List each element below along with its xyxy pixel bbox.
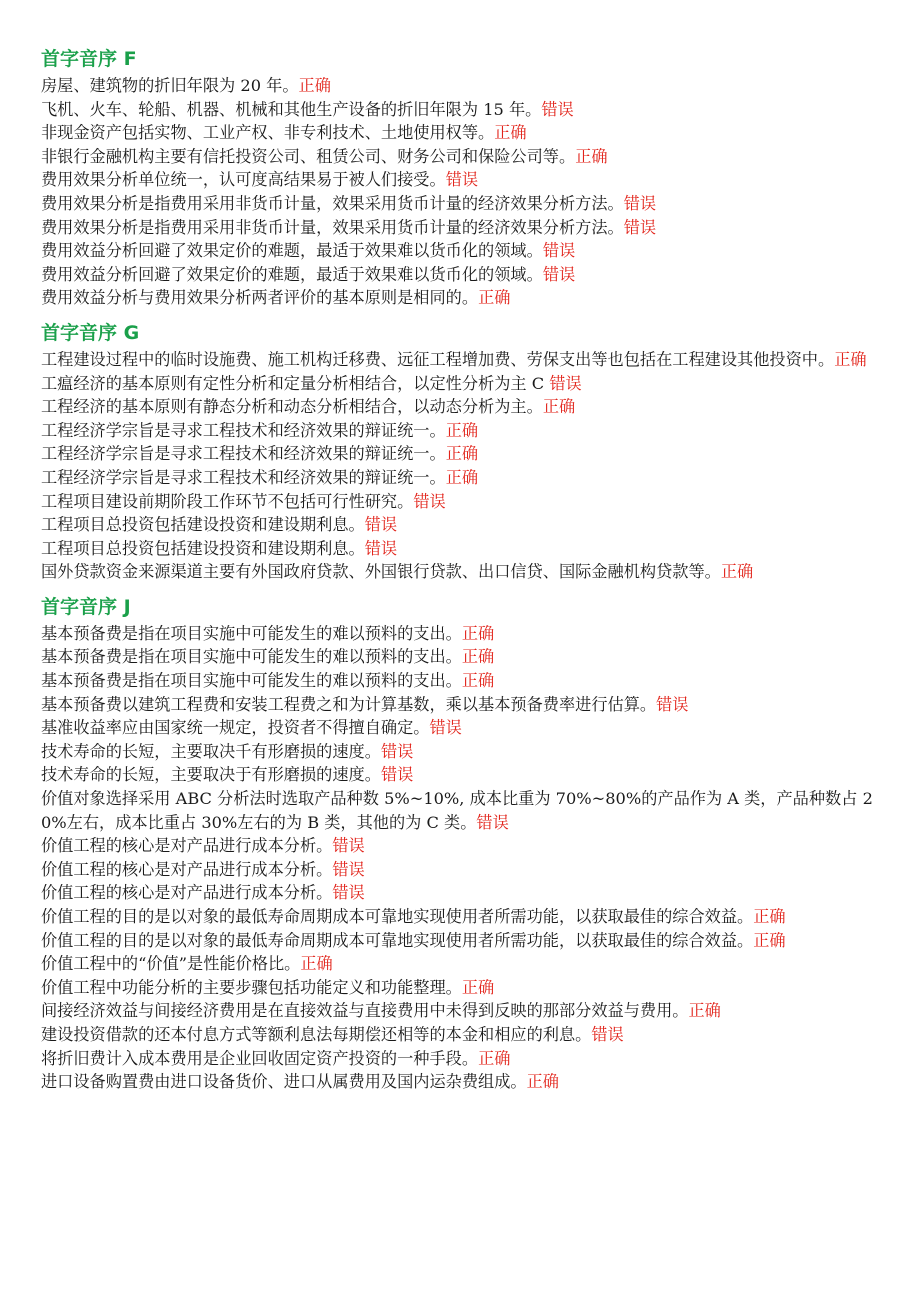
statement-text: 费用效果分析单位统一，认可度高结果易于被人们接受。 xyxy=(41,170,446,190)
answer-label: 错误 xyxy=(429,718,462,738)
answer-label: 正确 xyxy=(461,647,495,667)
answer-label: 正确 xyxy=(461,623,495,643)
answer-label: 正确 xyxy=(478,288,511,308)
answer-label: 错误 xyxy=(380,741,414,761)
section-heading: 首字音序 J xyxy=(41,595,131,618)
statement-item xyxy=(41,192,880,216)
statement-text: 将折旧费计入成本费用是企业回收固定资产投资的一种手段。 xyxy=(41,1048,479,1068)
section-0 xyxy=(41,44,880,310)
statement-item xyxy=(41,216,880,240)
section-heading: 首字音序 G xyxy=(41,321,140,344)
statement-text: 工程项目建设前期阶段工作环节不包括可行性研究。 xyxy=(41,491,414,511)
statement-text: 价值工程的目的是以对象的最低寿命周期成本可靠地实现使用者所需功能，以获取最佳的综合效益。 xyxy=(41,907,754,926)
statement-item xyxy=(41,881,880,905)
statement-item xyxy=(41,513,880,537)
statement-text: 非现金资产包括实物、工业产权、非专利技术、土地使用权等。 xyxy=(41,123,495,143)
answer-label: 错误 xyxy=(623,217,657,237)
statement-text: 技术寿命的长短，主要取决千有形磨损的速度。 xyxy=(41,741,381,761)
answer-label: 正确 xyxy=(298,76,331,95)
statement-item xyxy=(41,168,880,192)
answer-label: 错误 xyxy=(542,241,576,261)
statement-text: 基准收益率应由国家统一规定，投资者不得擅自确定。 xyxy=(41,718,430,738)
statement-text: 价值工程的核心是对产品进行成本分析。 xyxy=(41,883,333,903)
statement-text: 价值工程的目的是以对象的最低寿命周期成本可靠地实现使用者所需功能，以获取最佳的综合效益。 xyxy=(41,930,754,950)
statement-text: 基本预备费是指在项目实施中可能发生的难以预料的支出。 xyxy=(41,623,462,643)
answer-label: 正确 xyxy=(688,1001,721,1021)
statement-item xyxy=(41,419,880,443)
statement-item xyxy=(41,622,880,646)
answer-label: 正确 xyxy=(445,420,479,440)
statement-item xyxy=(41,239,880,263)
answer-label: 正确 xyxy=(445,467,479,487)
statement-item xyxy=(41,999,880,1023)
answer-label: 错误 xyxy=(549,373,582,393)
statement-item xyxy=(41,442,880,466)
statement-item xyxy=(41,395,880,419)
statement-text: 价值工程的核心是对产品进行成本分析。 xyxy=(41,836,333,856)
statement-text: 工程建设过程中的临时设施费、施工机构迁移费、远征工程增加费、劳保支出等也包括在工程建设其他投资中。 xyxy=(41,349,835,369)
answer-label: 错误 xyxy=(656,694,689,714)
answer-label: 错误 xyxy=(445,170,479,190)
answer-label: 正确 xyxy=(753,907,786,926)
statement-item xyxy=(41,466,880,490)
answer-label: 错误 xyxy=(364,515,398,535)
answer-label: 错误 xyxy=(591,1024,624,1044)
statement-item xyxy=(41,537,880,561)
statement-text: 价值工程中功能分析的主要步骤包括功能定义和功能整理。 xyxy=(41,977,462,997)
statement-text: 工程经济的基本原则有静态分析和动态分析相结合，以动态分析为主。 xyxy=(41,397,543,417)
statement-text: 工程经济学宗旨是寻求工程技术和经济效果的辩证统一。 xyxy=(41,420,446,440)
statement-item xyxy=(41,787,880,834)
answer-label: 正确 xyxy=(720,562,754,582)
statement-text: 基本预备费是指在项目实施中可能发生的难以预料的支出。 xyxy=(41,647,462,667)
statement-text: 价值工程中的“价值”是性能价格比。 xyxy=(41,954,301,974)
statement-text: 工瘟经济的基本原则有定性分析和定量分析相结合，以定性分析为主 C xyxy=(41,373,550,393)
answer-label: 正确 xyxy=(478,1048,511,1068)
statement-text: 进口设备购置费由进口设备货价、进口从属费用及国内运杂费组成。 xyxy=(41,1072,527,1092)
statement-item xyxy=(41,1023,880,1047)
statement-text: 间接经济效益与间接经济费用是在直接效益与直接费用中未得到反映的那部分效益与费用。 xyxy=(41,1001,689,1021)
statement-text: 费用效果分析是指费用采用非货币计量，效果采用货币计量的经济效果分析方法。 xyxy=(41,193,624,213)
answer-label: 错误 xyxy=(380,765,414,785)
answer-label: 错误 xyxy=(364,538,398,558)
answer-label: 错误 xyxy=(623,193,657,213)
statement-item xyxy=(41,716,880,740)
statement-item xyxy=(41,1047,880,1071)
section-2 xyxy=(41,592,880,1094)
statement-item xyxy=(41,98,880,122)
statement-text: 飞机、火车、轮船、机器、机械和其他生产设备的折旧年限为 15 年。 xyxy=(41,99,542,119)
answer-label: 错误 xyxy=(541,99,574,119)
statement-item xyxy=(41,834,880,858)
answer-label: 正确 xyxy=(542,397,576,417)
answer-label: 错误 xyxy=(332,859,365,879)
statement-item xyxy=(41,669,880,693)
answer-label: 正确 xyxy=(526,1072,559,1092)
statement-text: 房屋、建筑物的折旧年限为 20 年。 xyxy=(41,76,299,95)
statement-text: 价值对象选择采用 ABC 分析法时选取产品种数 5%~10%, 成本比重为 70%~80%的产品作为 A 类，产品种数占 20%左右，成本比重占 30%左右的为 B 类，其他的为 C 类。 xyxy=(41,789,873,832)
statement-item xyxy=(41,560,880,584)
answer-label: 正确 xyxy=(494,123,527,143)
statement-item xyxy=(41,372,880,396)
statement-item xyxy=(41,1070,880,1094)
answer-label: 错误 xyxy=(542,264,576,284)
statement-text: 国外贷款资金来源渠道主要有外国政府贷款、外国银行贷款、出口信贷、国际金融机构贷款等。 xyxy=(41,562,721,582)
statement-text: 费用效果分析是指费用采用非货币计量，效果采用货币计量的经济效果分析方法。 xyxy=(41,217,624,237)
statement-text: 工程项目总投资包括建设投资和建设期利息。 xyxy=(41,515,365,535)
statement-item xyxy=(41,145,880,169)
answer-label: 正确 xyxy=(753,930,786,950)
statement-text: 工程经济学宗旨是寻求工程技术和经济效果的辩证统一。 xyxy=(41,444,446,464)
statement-text: 工程经济学宗旨是寻求工程技术和经济效果的辩证统一。 xyxy=(41,467,446,487)
statement-text: 建设投资借款的还本付息方式等额利息法每期偿还相等的本金和相应的利息。 xyxy=(41,1024,592,1044)
statement-item xyxy=(41,490,880,514)
statement-text: 非银行金融机构主要有信托投资公司、租赁公司、财务公司和保险公司等。 xyxy=(41,146,576,166)
statement-item xyxy=(41,740,880,764)
answer-label: 正确 xyxy=(461,977,495,997)
answer-label: 错误 xyxy=(476,812,509,832)
section-1 xyxy=(41,318,880,584)
statement-item xyxy=(41,348,880,372)
answer-label: 正确 xyxy=(834,349,867,369)
statement-item xyxy=(41,929,880,953)
statement-text: 费用效益分析回避了效果定价的难题，最适于效果难以货币化的领域。 xyxy=(41,264,543,284)
statement-text: 工程项目总投资包括建设投资和建设期利息。 xyxy=(41,538,365,558)
statement-text: 基本预备费是指在项目实施中可能发生的难以预料的支出。 xyxy=(41,671,462,691)
statement-item xyxy=(41,74,880,98)
statement-item xyxy=(41,905,880,929)
statement-item xyxy=(41,263,880,287)
answer-label: 错误 xyxy=(332,836,365,856)
answer-label: 正确 xyxy=(575,146,608,166)
statement-text: 基本预备费以建筑工程费和安装工程费之和为计算基数，乘以基本预备费率进行估算。 xyxy=(41,694,657,714)
answer-label: 正确 xyxy=(461,671,495,691)
answer-label: 正确 xyxy=(445,444,479,464)
answer-label: 错误 xyxy=(413,491,446,511)
section-heading: 首字音序 F xyxy=(41,48,137,70)
statement-text: 费用效益分析回避了效果定价的难题，最适于效果难以货币化的领域。 xyxy=(41,241,543,261)
statement-item xyxy=(41,121,880,145)
answer-label: 正确 xyxy=(300,954,333,974)
statement-item xyxy=(41,645,880,669)
statement-text: 费用效益分析与费用效果分析两者评价的基本原则是相同的。 xyxy=(41,288,479,308)
statement-item xyxy=(41,858,880,882)
answer-label: 错误 xyxy=(332,883,365,903)
statement-item xyxy=(41,286,880,310)
statement-item xyxy=(41,952,880,976)
statement-item xyxy=(41,763,880,787)
statement-text: 技术寿命的长短，主要取决于有形磨损的速度。 xyxy=(41,765,381,785)
statement-item xyxy=(41,976,880,1000)
statement-item xyxy=(41,693,880,717)
statement-text: 价值工程的核心是对产品进行成本分析。 xyxy=(41,859,333,879)
